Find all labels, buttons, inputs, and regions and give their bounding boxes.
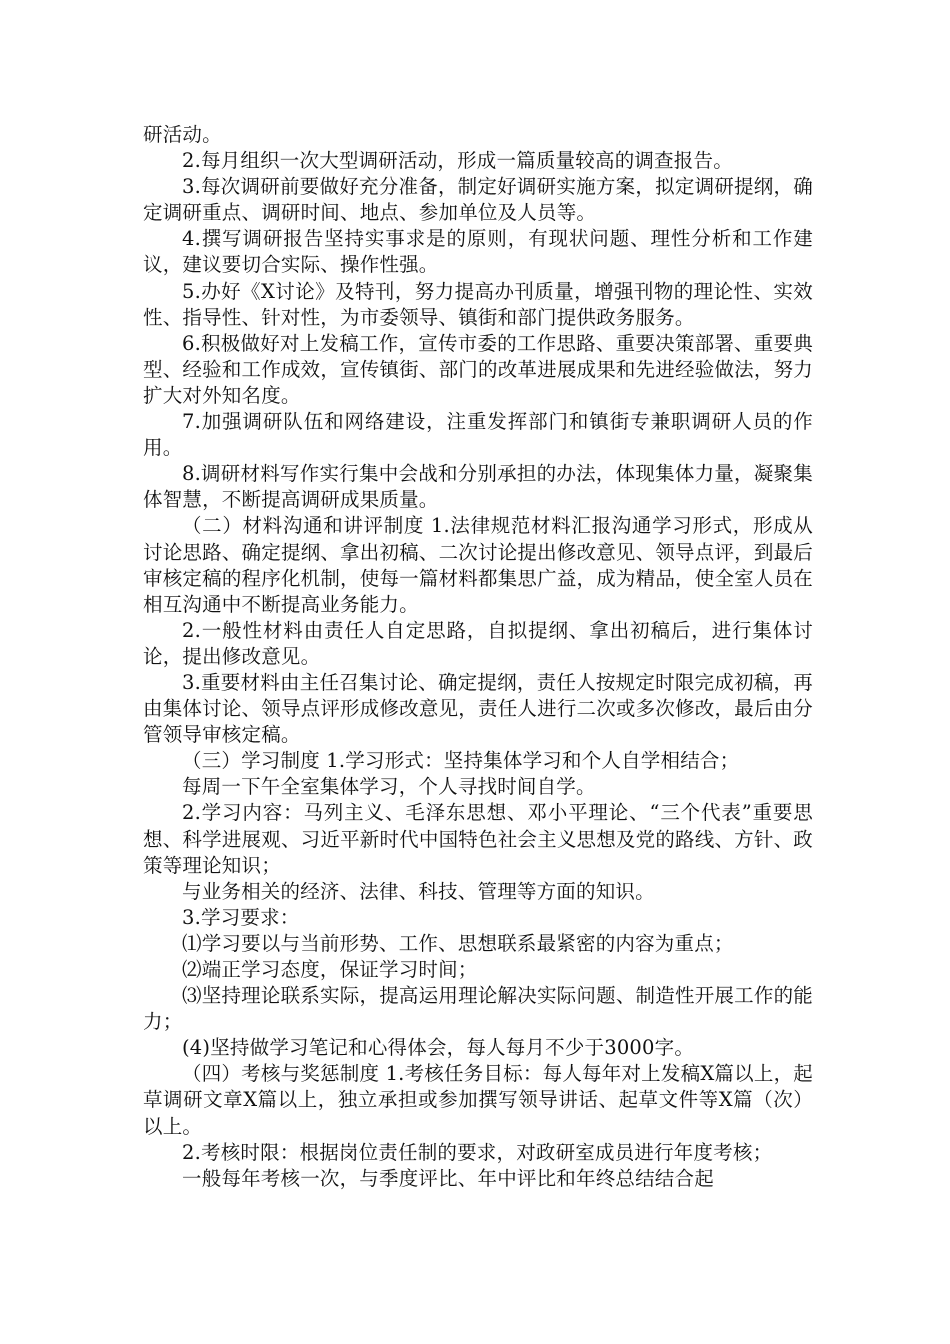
- paragraph: 3.学习要求：: [182, 905, 300, 929]
- section-heading-paragraph: （二）材料沟通和讲评制度 1.法律规范材料汇报沟通学习形式，形成从讨论思路、确定提纲、拿出初稿、二次讨论提出修改意见、领导点评，到最后审核定稿的程序化机制，使每一篇材料都集思广益，成为精品，使全室人员在相互沟通中不断提高业务能力。: [143, 514, 813, 616]
- paragraph: 与业务相关的经济、法律、科技、管理等方面的知识。: [182, 879, 655, 903]
- section-heading-paragraph: （四）考核与奖惩制度 1.考核任务目标：每人每年对上发稿X篇以上，起草调研文章X篇以上，独立承担或参加撰写领导讲话、起草文件等X篇（次）以上。: [143, 1062, 813, 1138]
- paragraph: 3.重要材料由主任召集讨论、确定提纲，责任人按规定时限完成初稿，再由集体讨论、领导点评形成修改意见，责任人进行二次或多次修改，最后由分管领导审核定稿。: [143, 670, 813, 747]
- paragraph: 2.每月组织一次大型调研活动，形成一篇质量较高的调查报告。: [182, 149, 733, 173]
- paragraph: 2.考核时限：根据岗位责任制的要求，对政研室成员进行年度考核；: [182, 1140, 773, 1164]
- paragraph: 2.学习内容：马列主义、毛泽东思想、邓小平理论、“三个代表”重要思想、科学进展观、习近平新时代中国特色社会主义思想及党的路线、方针、政策等理论知识；: [143, 801, 813, 877]
- list-item: ⑶坚持理论联系实际，提高运用理论解决实际问题、制造性开展工作的能力；: [143, 984, 813, 1034]
- list-item: (4)坚持做学习笔记和心得体会，每人每月不少于3000字。: [182, 1036, 695, 1060]
- paragraph: 3.每次调研前要做好充分准备，制定好调研实施方案，拟定调研提纲，确定调研重点、调研时间、地点、参加单位及人员等。: [143, 175, 813, 225]
- paragraph: 每周一下午全室集体学习，个人寻找时间自学。: [182, 775, 596, 799]
- list-item: ⑵端正学习态度，保证学习时间；: [182, 958, 478, 981]
- paragraph: 4.撰写调研报告坚持实事求是的原则，有现状问题、理性分析和工作建议，建议要切合实际、操作性强。: [143, 227, 813, 277]
- paragraph: 6.积极做好对上发稿工作，宣传市委的工作思路、重要决策部署、重要典型、经验和工作成效，宣传镇街、部门的改革进展成果和先进经验做法，努力扩大对外知名度。: [143, 331, 813, 407]
- section-heading-paragraph: （三）学习制度 1.学习形式：坚持集体学习和个人自学相结合；: [182, 749, 740, 773]
- paragraph: 5.办好《X讨论》及特刊，努力提高办刊质量，增强刊物的理论性、实效性、指导性、针对性，为市委领导、镇街和部门提供政务服务。: [143, 279, 813, 329]
- paragraph: 研活动。: [143, 123, 222, 146]
- paragraph: 2.一般性材料由责任人自定思路，自拟提纲、拿出初稿后，进行集体讨论，提出修改意见。: [143, 618, 813, 668]
- paragraph: 7.加强调研队伍和网络建设，注重发挥部门和镇街专兼职调研人员的作用。: [143, 410, 813, 460]
- document-body: [143, 122, 813, 1192]
- list-item: ⑴学习要以与当前形势、工作、思想联系最紧密的内容为重点；: [182, 931, 734, 955]
- paragraph: 一般每年考核一次，与季度评比、年中评比和年终总结结合起: [182, 1166, 714, 1190]
- paragraph: 8.调研材料写作实行集中会战和分别承担的办法，体现集体力量，凝聚集体智慧，不断提高调研成果质量。: [143, 462, 813, 512]
